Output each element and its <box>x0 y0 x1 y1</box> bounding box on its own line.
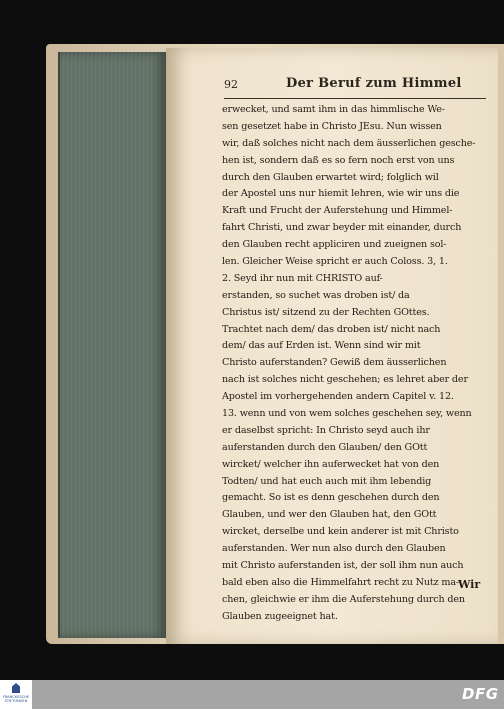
running-head: Der Beruf zum Himmel <box>286 76 462 91</box>
institution-logo[interactable] <box>0 680 32 709</box>
text-line: dem/ das auf Erden ist. Wenn sind wir mit <box>222 340 421 352</box>
text-line: durch den Glauben erwartet wird; folglich wil <box>222 171 439 183</box>
text-line: fahrt Christi, und zwar beyder mit einander, durch <box>222 222 462 234</box>
text-line: Christo auferstanden? Gewiß dem äusserlichen <box>222 357 447 369</box>
text-line: der Apostel uns nur hiemit lehren, wie wir uns die <box>222 188 460 200</box>
text-line: 13. wenn und von wem solches geschehen sey, wenn <box>222 408 472 420</box>
text-line: den Glauben recht appliciren und zueignen sol- <box>222 239 447 251</box>
page-number: 92 <box>224 78 238 91</box>
dfg-logo[interactable]: DFG <box>462 685 499 703</box>
text-line: wir, daß solches nicht nach dem äusserlichen gesche- <box>222 137 476 149</box>
building-icon <box>12 683 20 693</box>
text-line: nach ist solches nicht geschehen; es lehret aber der <box>222 374 468 386</box>
text-line: bald eben also die Himmelfahrt recht zu Nutz ma- <box>222 576 460 588</box>
text-line: auferstanden. Wer nun also durch den Glauben <box>222 543 446 555</box>
text-line: Kraft und Frucht der Auferstehung und Himmel- <box>222 205 453 217</box>
text-line: erstanden, so suchet was droben ist/ da <box>222 289 410 301</box>
viewer-footer <box>0 680 504 709</box>
page-header <box>224 78 486 96</box>
text-line: len. Gleicher Weise spricht er auch Coloss. 3, 1. <box>222 256 448 268</box>
text-line: erwecket, und samt ihm in das himmlische We- <box>222 104 445 115</box>
text-line: wircket, derselbe und kein anderer ist mit Christo <box>222 526 459 538</box>
text-line: Glauben, und wer den Glauben hat, den GOtt <box>222 509 437 521</box>
text-line: Apostel im vorhergehenden andern Capitel v. 12. <box>222 391 454 403</box>
text-line: Glauben zugeeignet hat. <box>222 610 338 622</box>
page-edges <box>58 52 168 638</box>
catchword: Wir <box>458 578 481 591</box>
text-line: gemacht. So ist es denn geschehen durch den <box>222 492 440 504</box>
text-line: auferstanden durch den Glauben/ den GOtt <box>222 441 428 453</box>
text-line: chen, gleichwie er ihm die Auferstehung durch den <box>222 593 465 605</box>
text-line: er daselbst spricht: In Christo seyd auch ihr <box>222 424 430 436</box>
text-line: wircket/ welcher ihn auferwecket hat von den <box>222 458 440 470</box>
header-rule <box>224 98 486 99</box>
text-line: mit Christo auferstanden ist, der soll ihm nun auch <box>222 560 464 572</box>
text-line: 2. Seyd ihr nun mit CHRISTO auf- <box>222 272 383 284</box>
body-text <box>222 102 488 626</box>
text-line: Christus ist/ sitzend zu der Rechten GOttes. <box>222 306 430 318</box>
text-line: sen gesetzet habe in Christo JEsu. Nun wissen <box>222 120 442 132</box>
text-line: Trachtet nach dem/ das droben ist/ nicht nach <box>222 323 441 335</box>
logo-text: FRANCKESCHE STIFTUNGEN <box>2 695 30 703</box>
text-line: Todten/ und hat euch auch mit ihm lebendig <box>222 475 432 487</box>
text-line: hen ist, sondern daß es so fern noch erst von uns <box>222 154 455 166</box>
